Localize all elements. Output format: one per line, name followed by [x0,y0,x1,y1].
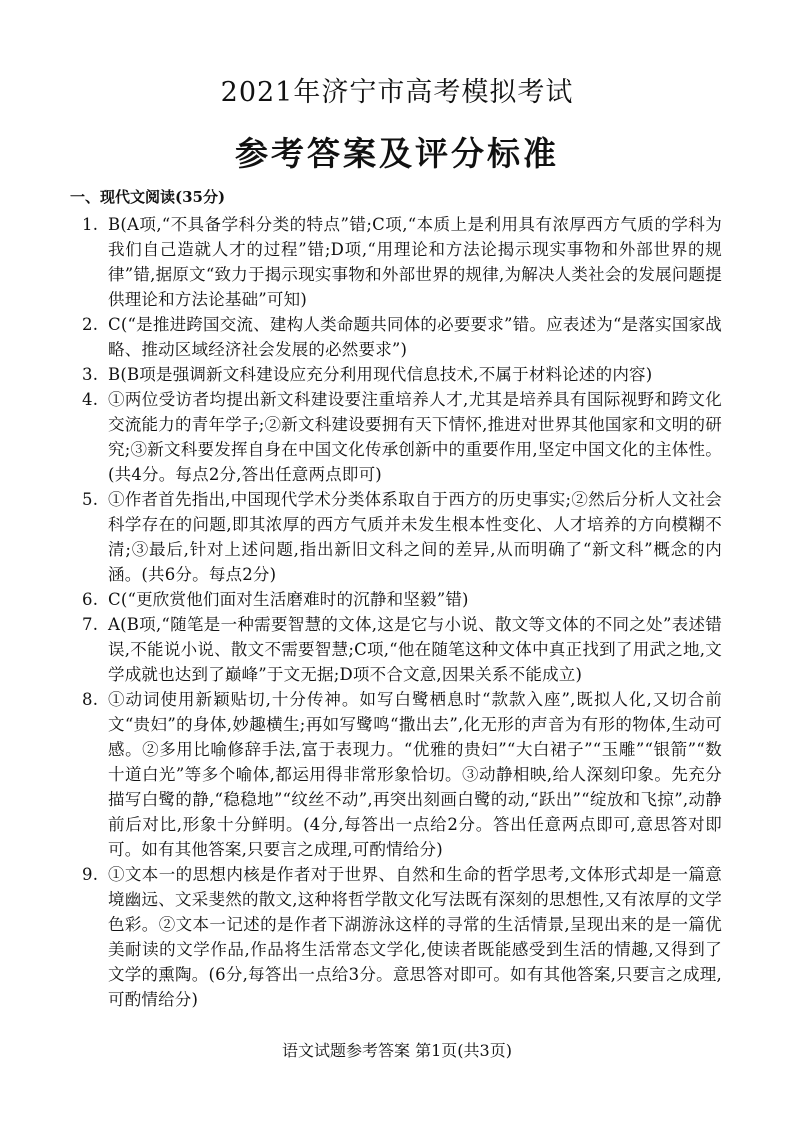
item-number: 8. [82,690,99,709]
answer-item [82,312,722,362]
item-text: ①两位受访者均提出新文科建设要注重培养人才,尤其是培养具有国际视野和跨文化交流能力的青年学子;②新文科建设要拥有天下情怀,推进对世界其他国家和文明的研究;③新文科要发挥自身在中国文化传承创新中的重要作用,坚定中国文化的主体性。(共4分。每点2分,答出任意两点即可) [108,390,722,484]
answer-item [82,387,722,487]
page-footer: 语文试题参考答案 第1页(共3页) [282,1041,512,1060]
answer-item [82,212,722,312]
item-text: B(A项,“不具备学科分类的特点”错;C项,“本质上是利用具有浓厚西方气质的学科为我们自己造就人才的过程”错;D项,“用理论和方法论揭示现实事物和外部世界的规律”错,据原文“致力于揭示现实事物和外部世界的规律,为解决人类社会的发展问题提供理论和方法论基础”可知) [108,215,722,309]
answer-item [82,587,722,612]
exam-title: 2021年济宁市高考模拟考试 [220,77,574,108]
item-number: 2. [82,315,99,334]
item-number: 5. [82,490,99,509]
item-text: ①动词使用新颖贴切,十分传神。如写白鹭栖息时“款款入座”,既拟人化,又切合前文“贵妇”的身体,妙趣横生;再如写鹭鸣“撒出去”,化无形的声音为有形的物体,生动可感。②多用比喻修辞手法,富于表现力。“优雅的贵妇”“大白裙子”“玉雕”“银箭”“数十道白光”等多个喻体,都运用得非常形象恰切。③动静相映,给人深刻印象。先充分描写白鹭的静,“稳稳地”“纹丝不动”,再突出刻画白鹭的动,“跃出”“绽放和飞掠”,动静前后对比,形象十分鲜明。(4分,每答出一点给2分。答出任意两点即可,意思答对即可。如有其他答案,只要言之成理,可酌情给分) [108,690,722,859]
item-number: 6. [82,590,99,609]
item-number: 9. [82,865,99,884]
item-text: A(B项,“随笔是一种需要智慧的文体,这是它与小说、散文等文体的不同之处”表述错误,不能说小说、散文不需要智慧;C项,“他在随笔这种文体中真正找到了用武之地,文学成就也达到了巅峰”于文无据;D项不合文意,因果关系不能成立) [108,615,722,684]
item-text: B(B项是强调新文科建设应充分利用现代信息技术,不属于材料论述的内容) [108,365,653,384]
answer-item [82,362,722,387]
item-text: C(“是推进跨国交流、建构人类命题共同体的必要要求”错。应表述为“是落实国家战略、推动区域经济社会发展的必然要求”) [108,315,722,359]
answer-list [82,212,722,1012]
item-text: ①文本一的思想内核是作者对于世界、自然和生命的哲学思考,文体形式却是一篇意境幽远、文采斐然的散文,这种将哲学散文化写法既有深刻的思想性,又有浓厚的文学色彩。②文本一记述的是作者下湖游泳这样的寻常的生活情景,呈现出来的是一篇优美耐读的文学作品,作品将生活常态文学化,使读者既能感受到生活的情趣,又得到了文学的熏陶。(6分,每答出一点给3分。意思答对即可。如有其他答案,只要言之成理,可酌情给分) [108,865,722,1009]
answer-key-title: 参考答案及评分标准 [235,134,559,173]
item-number: 7. [82,615,99,634]
answer-item [82,487,722,587]
item-text: ①作者首先指出,中国现代学术分类体系取自于西方的历史事实;②然后分析人文社会科学存在的问题,即其浓厚的西方气质并未发生根本性变化、人才培养的方向模糊不清;③最后,针对上述问题,指出新旧文科之间的差异,从而明确了“新文科”概念的内涵。(共6分。每点2分) [108,490,722,584]
item-number: 3. [82,365,99,384]
item-number: 4. [82,390,99,409]
item-text: C(“更欣赏他们面对生活磨难时的沉静和坚毅”错) [108,590,469,609]
answer-item [82,612,722,687]
item-number: 1. [82,215,99,234]
section-heading: 一、现代文阅读(35分) [70,188,226,206]
answer-item [82,862,722,1012]
answer-item [82,687,722,862]
